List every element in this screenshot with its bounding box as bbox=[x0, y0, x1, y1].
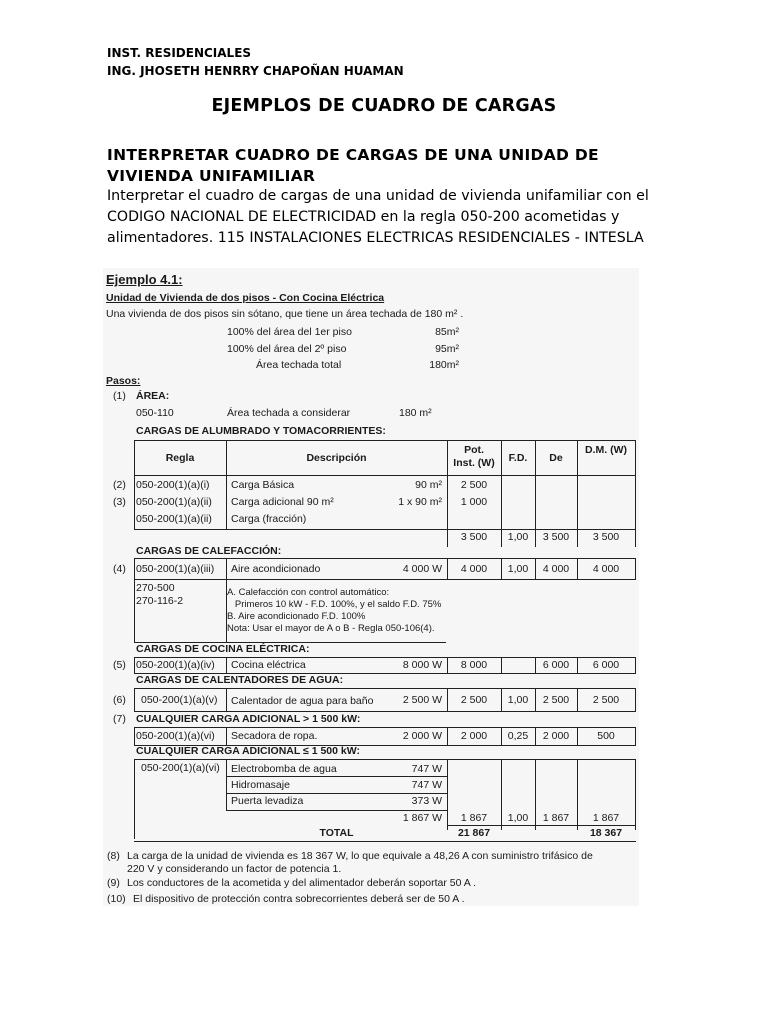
row-5-de: 6 000 bbox=[542, 659, 570, 671]
area-1-label: 100% del área del 1er piso bbox=[227, 326, 352, 338]
row-2-quantity: 90 m² bbox=[415, 479, 442, 491]
total-dm: 18 367 bbox=[589, 827, 623, 839]
row-3-number: (3) bbox=[113, 496, 126, 508]
adicional-total-pot: 1 867 bbox=[460, 812, 488, 824]
pasos-label: Pasos: bbox=[106, 375, 141, 387]
category-adicional-mayor: CUALQUIER CARGA ADICIONAL > 1 500 kW: bbox=[136, 713, 361, 725]
row-4-fd: 1,00 bbox=[507, 563, 529, 575]
category-alumbrado: CARGAS DE ALUMBRADO Y TOMACORRIENTES: bbox=[136, 425, 386, 437]
area-1-value: 85m² bbox=[435, 326, 459, 338]
column-header-de: De bbox=[549, 452, 563, 464]
alumbrado-total-fd: 1,00 bbox=[507, 531, 529, 543]
row-fraction-rule: 050-200(1)(a)(ii) bbox=[136, 513, 212, 525]
example-title: Ejemplo 4.1: bbox=[106, 272, 183, 287]
row-3-description: Carga adicional 90 m² bbox=[231, 496, 334, 508]
header-line-1: INST. RESIDENCIALES bbox=[107, 46, 252, 60]
row-5-quantity: 8 000 W bbox=[402, 659, 442, 671]
category-calentador: CARGAS DE CALENTADORES DE AGUA: bbox=[136, 674, 344, 686]
calef-note-2: Primeros 10 kW - F.D. 100%, y el saldo F.D. 75% bbox=[227, 599, 442, 610]
note-9-text: Los conductores de la acometida y del alimentador deberán soportar 50 A . bbox=[127, 877, 477, 889]
row-6-description: Calentador de agua para baño bbox=[231, 695, 374, 707]
row-5-number: (5) bbox=[113, 659, 126, 671]
alumbrado-total-de: 3 500 bbox=[542, 531, 570, 543]
row-secadora-rule: 050-200(1)(a)(vi) bbox=[136, 730, 215, 742]
column-header-fd: F.D. bbox=[508, 452, 528, 464]
area-2-label: 100% del área del 2º piso bbox=[227, 343, 347, 355]
calef-note-4: Nota: Usar el mayor de A o B - Regla 050-106(4). bbox=[227, 623, 435, 634]
example-intro: Una vivienda de dos pisos sin sótano, que tiene un área techada de 180 m² . bbox=[106, 308, 464, 320]
intro-paragraph bbox=[107, 186, 667, 249]
adicional-total-de: 1 867 bbox=[542, 812, 570, 824]
row-secadora-fd: 0,25 bbox=[507, 730, 529, 742]
row-puerta-description: Puerta levadiza bbox=[231, 795, 304, 807]
row-5-dm: 6 000 bbox=[592, 659, 620, 671]
page-title: EJEMPLOS DE CUADRO DE CARGAS bbox=[211, 96, 557, 116]
row-4-rule: 050-200(1)(a)(iii) bbox=[136, 563, 215, 575]
note-8-text-continued: 220 V y considerando un factor de potencia 1. bbox=[127, 863, 342, 875]
area-3-label: Área techada total bbox=[256, 359, 342, 371]
row-puerta-quantity: 373 W bbox=[411, 795, 442, 807]
note-8-text: La carga de la unidad de vivienda es 18 367 W, lo que equivale a 48,26 A con suministro trifásico de bbox=[127, 850, 593, 862]
row-4-description: Aire acondicionado bbox=[231, 563, 321, 575]
row-fraction-description: Carga (fracción) bbox=[231, 513, 307, 525]
area-rule: 050-110 bbox=[136, 407, 174, 419]
total-label: TOTAL bbox=[319, 827, 354, 839]
row-secadora-dm: 500 bbox=[597, 730, 615, 742]
row-3-pot: 1 000 bbox=[460, 496, 488, 508]
row-2-description: Carga Básica bbox=[231, 479, 295, 491]
step-1-label: ÁREA: bbox=[136, 390, 170, 402]
section-title: INTERPRETAR CUADRO DE CARGAS DE UNA UNIDAD DE VIVIENDA UNIFAMILIAR bbox=[107, 146, 599, 185]
adicional-rule: 050-200(1)(a)(vi) bbox=[141, 762, 220, 774]
paragraph-reference: 115 INSTALACIONES ELECTRICAS RESIDENCIALES - INTESLA bbox=[213, 230, 644, 246]
row-4-de: 4 000 bbox=[542, 563, 570, 575]
note-8-number: (8) bbox=[107, 850, 120, 862]
column-header-dm: D.M. (W) bbox=[585, 444, 627, 456]
column-header-regla: Regla bbox=[165, 452, 195, 464]
row-hidromasaje-description: Hidromasaje bbox=[231, 779, 290, 791]
adicional-total-fd: 1,00 bbox=[507, 812, 529, 824]
area-2-value: 95m² bbox=[435, 343, 459, 355]
note-9-number: (9) bbox=[107, 877, 120, 889]
row-6-de: 2 500 bbox=[542, 694, 570, 706]
step-1-number: (1) bbox=[113, 390, 126, 402]
row-6-dm: 2 500 bbox=[592, 694, 620, 706]
adicional-total-dm: 1 867 bbox=[592, 812, 620, 824]
category-cocina: CARGAS DE COCINA ELÉCTRICA: bbox=[136, 643, 310, 655]
header-line-2: ING. JHOSETH HENRRY CHAPOÑAN HUAMAN bbox=[107, 64, 404, 78]
row-secadora-de: 2 000 bbox=[542, 730, 570, 742]
row-6-quantity: 2 500 W bbox=[402, 694, 442, 706]
calef-note-1: A. Calefacción con control automático: bbox=[227, 587, 390, 598]
example-scan bbox=[103, 268, 639, 906]
step-7-number: (7) bbox=[113, 713, 126, 725]
alumbrado-total-pot: 3 500 bbox=[460, 531, 488, 543]
row-4-pot: 4 000 bbox=[460, 563, 488, 575]
column-header-pot: Pot. Inst. (W) bbox=[453, 444, 495, 469]
row-electrobomba-quantity: 747 W bbox=[411, 763, 442, 775]
paragraph-text: Interpretar el cuadro de cargas de una unidad de vivienda unifamiliar con el CODIGO NACIONAL DE ELECTRICIDAD en la regla 050-200 acometidas y alimentadores. bbox=[107, 188, 649, 246]
column-header-descripcion: Descripción bbox=[306, 452, 367, 464]
row-5-rule: 050-200(1)(a)(iv) bbox=[136, 659, 215, 671]
area-value: 180 m² bbox=[399, 407, 432, 419]
adicional-total-quantity: 1 867 W bbox=[402, 812, 442, 824]
row-6-rule: 050-200(1)(a)(v) bbox=[141, 694, 218, 706]
row-3-quantity: 1 x 90 m² bbox=[398, 496, 442, 508]
row-2-number: (2) bbox=[113, 479, 126, 491]
row-electrobomba-description: Electrobomba de agua bbox=[231, 763, 337, 775]
total-pot: 21 867 bbox=[457, 827, 491, 839]
row-2-pot: 2 500 bbox=[460, 479, 488, 491]
row-3-rule: 050-200(1)(a)(ii) bbox=[136, 496, 212, 508]
row-secadora-quantity: 2 000 W bbox=[402, 730, 442, 742]
note-10-text: El dispositivo de protección contra sobrecorrientes deberá ser de 50 A . bbox=[133, 893, 465, 905]
category-adicional-menor: CUALQUIER CARGA ADICIONAL ≤ 1 500 kW: bbox=[136, 745, 360, 757]
row-secadora-description: Secadora de ropa. bbox=[231, 730, 318, 742]
row-2-rule: 050-200(1)(a)(i) bbox=[136, 479, 210, 491]
calef-rule-1: 270-500 bbox=[136, 582, 175, 594]
row-hidromasaje-quantity: 747 W bbox=[411, 779, 442, 791]
row-6-pot: 2 500 bbox=[460, 694, 488, 706]
category-calefaccion: CARGAS DE CALEFACCIÓN: bbox=[136, 545, 282, 557]
area-3-value: 180m² bbox=[429, 359, 459, 371]
row-6-number: (6) bbox=[113, 694, 126, 706]
row-5-description: Cocina eléctrica bbox=[231, 659, 306, 671]
row-secadora-pot: 2 000 bbox=[460, 730, 488, 742]
row-4-number: (4) bbox=[113, 563, 126, 575]
example-subtitle: Unidad de Vivienda de dos pisos - Con Cocina Eléctrica bbox=[106, 292, 385, 304]
alumbrado-total-dm: 3 500 bbox=[592, 531, 620, 543]
calef-rule-2: 270-116-2 bbox=[136, 595, 184, 607]
row-5-pot: 8 000 bbox=[460, 659, 488, 671]
row-4-quantity: 4 000 W bbox=[402, 563, 442, 575]
row-6-fd: 1,00 bbox=[507, 694, 529, 706]
area-description: Área techada a considerar bbox=[227, 407, 351, 419]
calef-note-3: B. Aire acondicionado F.D. 100% bbox=[227, 611, 366, 622]
note-10-number: (10) bbox=[107, 893, 126, 905]
row-4-dm: 4 000 bbox=[592, 563, 620, 575]
